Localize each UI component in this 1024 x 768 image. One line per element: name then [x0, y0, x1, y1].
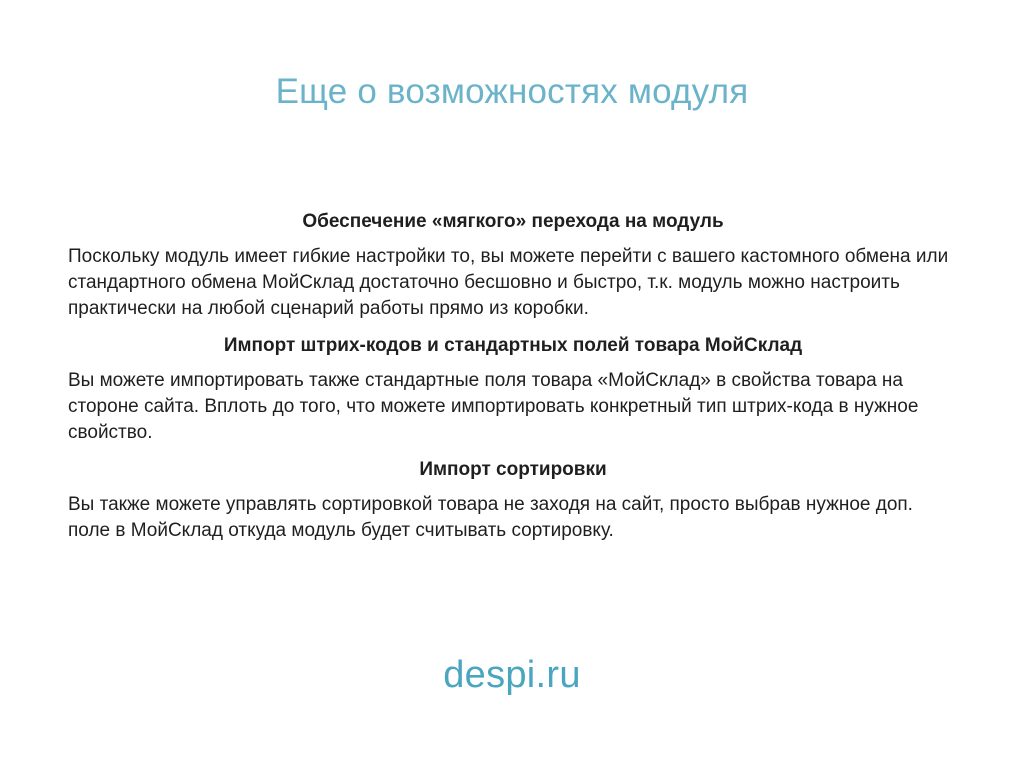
slide-title: Еще о возможностях модуля [275, 72, 749, 111]
section-heading: Импорт сортировки [419, 459, 607, 480]
section-body: Поскольку модуль имеет гибкие настройки то, вы можете перейти с вашего кастомного обмена или стандартного обмена МойСклад достаточно бесшовно и быстро, т.к. модуль можно настроить практически на любой сценарий работы прямо из коробки. [68, 246, 949, 319]
section-barcode-import [68, 332, 958, 446]
content-area [68, 208, 958, 554]
section-body: Вы также можете управлять сортировкой товара не заходя на сайт, просто выбрав нужное доп. поле в МойСклад откуда модуль будет считывать сортировку. [68, 494, 913, 541]
section-sort-import [68, 456, 958, 544]
section-soft-transition [68, 208, 958, 322]
footer-logo[interactable]: despi.ru [443, 654, 581, 696]
section-body: Вы можете импортировать также стандартные поля товара «МойСклад» в свойства товара на стороне сайта. Вплоть до того, что можете импортировать конкретный тип штрих-кода в нужное свойство. [68, 370, 919, 443]
section-heading: Обеспечение «мягкого» перехода на модуль [302, 211, 724, 232]
section-heading: Импорт штрих-кодов и стандартных полей товара МойСклад [223, 335, 803, 356]
